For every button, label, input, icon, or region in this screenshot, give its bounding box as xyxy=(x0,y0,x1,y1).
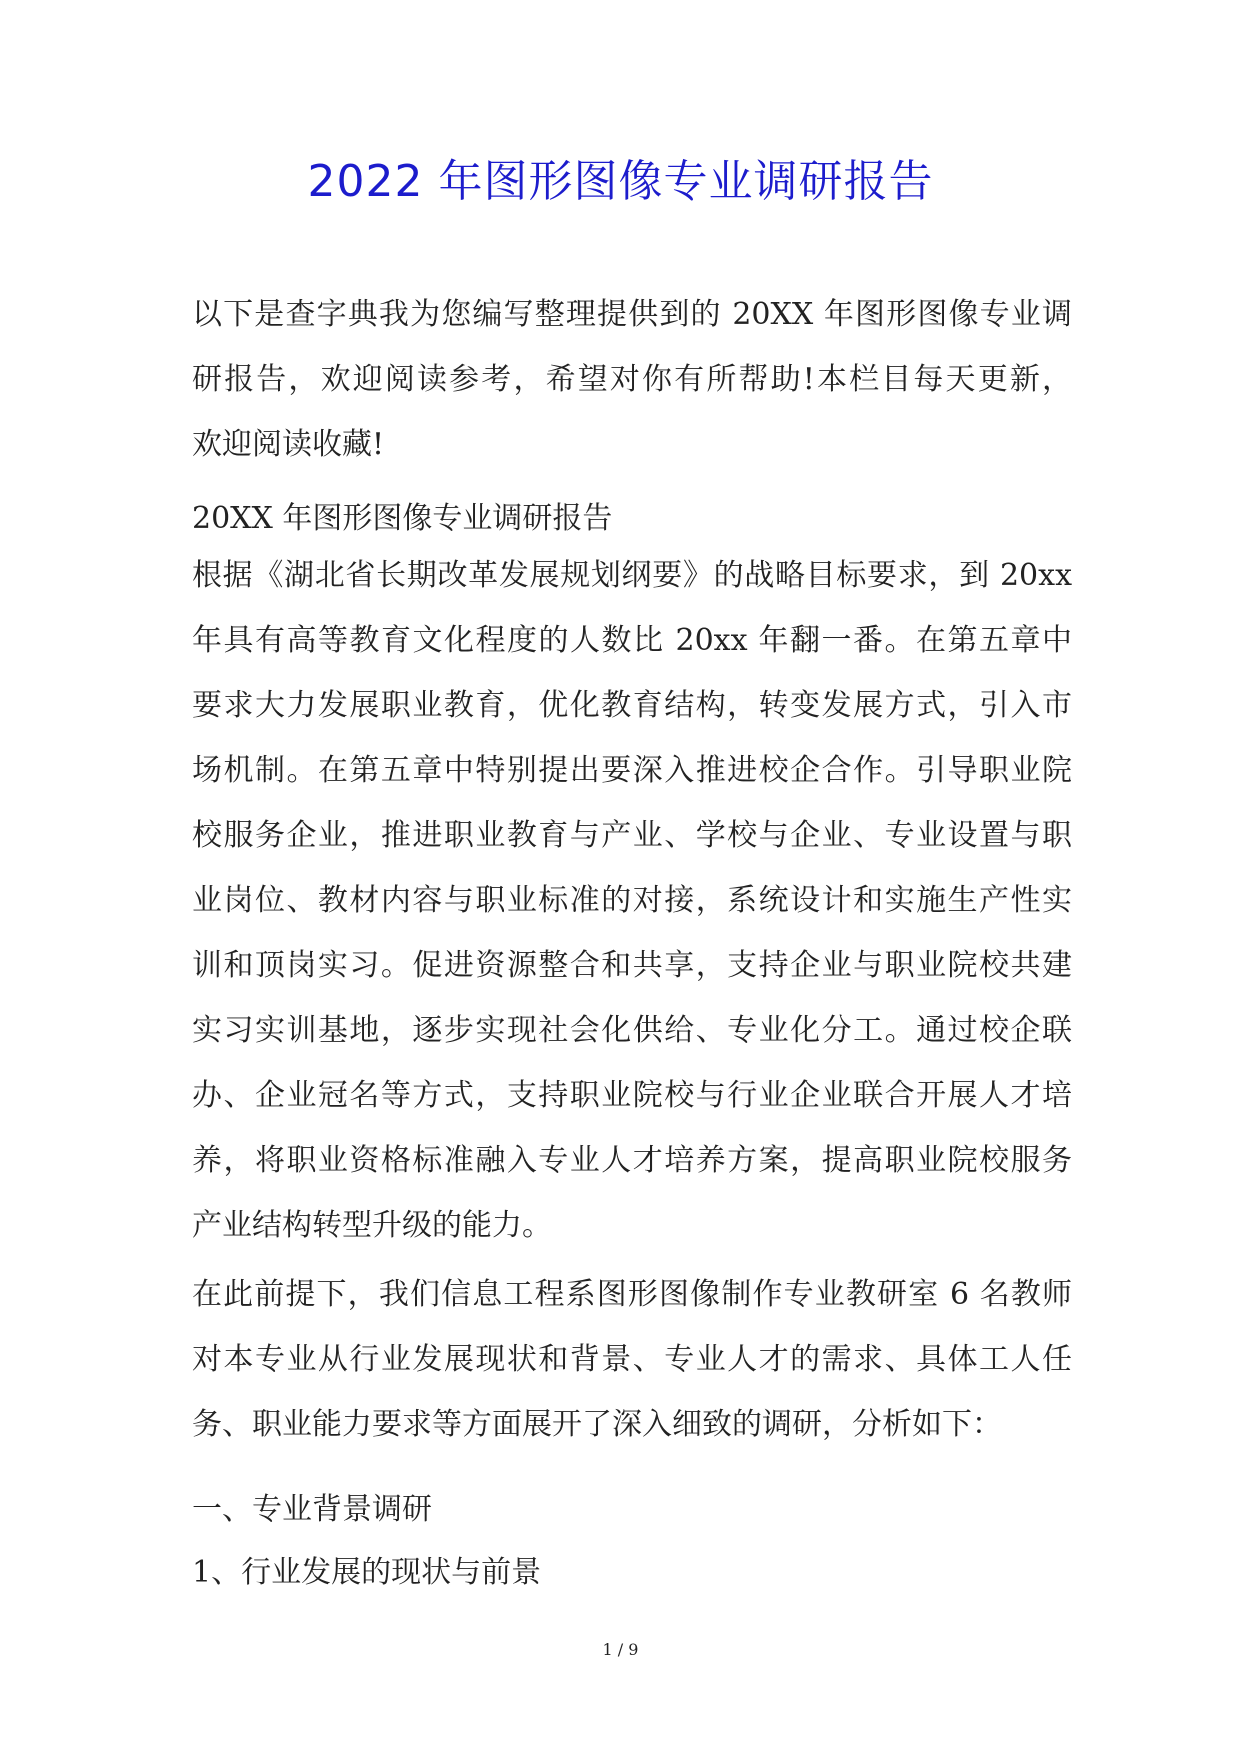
paragraph-line: 对本专业从行业发展现状和背景、专业人才的需求、具体工人任 xyxy=(192,1342,1072,1377)
paragraph-line: 根据《湖北省长期改革发展规划纲要》的战略目标要求，到 20xx xyxy=(192,558,1072,593)
intro-line: 研报告，欢迎阅读参考，希望对你有所帮助!本栏目每天更新， xyxy=(192,362,1072,397)
paragraph-line: 在此前提下，我们信息工程系图形图像制作专业教研室 6 名教师 xyxy=(192,1277,1072,1312)
paragraph-line: 办、企业冠名等方式，支持职业院校与行业企业联合开展人才培 xyxy=(192,1078,1072,1113)
section-heading-text: 一、专业背景调研 xyxy=(192,1492,432,1527)
paragraph-line: 要求大力发展职业教育，优化教育结构，转变发展方式，引入市 xyxy=(192,688,1072,723)
subsection-heading xyxy=(192,1540,1072,1605)
subtitle-text: 20XX 年图形图像专业调研报告 xyxy=(192,501,613,536)
intro-line: 欢迎阅读收藏! xyxy=(192,427,385,462)
paragraph-line: 年具有高等教育文化程度的人数比 20xx 年翻一番。在第五章中 xyxy=(192,623,1072,658)
paragraph-line: 务、职业能力要求等方面展开了深入细致的调研，分析如下： xyxy=(192,1407,1002,1442)
paragraph-line: 场机制。在第五章中特别提出要深入推进校企合作。引导职业院 xyxy=(192,753,1072,788)
subsection-heading-text: 1、行业发展的现状与前景 xyxy=(192,1555,542,1590)
paragraph-line: 实习实训基地，逐步实现社会化供给、专业化分工。通过校企联 xyxy=(192,1013,1072,1048)
report-subtitle xyxy=(192,486,1072,551)
research-paragraph xyxy=(192,1262,1072,1457)
paragraph-line: 训和顶岗实习。促进资源整合和共享，支持企业与职业院校共建 xyxy=(192,948,1072,983)
intro-line: 以下是查字典我为您编写整理提供到的 20XX 年图形图像专业调 xyxy=(192,297,1072,332)
policy-paragraph xyxy=(192,543,1072,1258)
page-number: 1 / 9 xyxy=(602,1640,639,1659)
intro-paragraph xyxy=(192,282,1072,477)
paragraph-line: 养，将职业资格标准融入专业人才培养方案，提高职业院校服务 xyxy=(192,1143,1072,1178)
section-heading xyxy=(192,1477,1072,1542)
document-title: 2022 年图形图像专业调研报告 xyxy=(307,156,934,207)
paragraph-line: 产业结构转型升级的能力。 xyxy=(192,1208,552,1243)
paragraph-line: 业岗位、教材内容与职业标准的对接，系统设计和实施生产性实 xyxy=(192,883,1072,918)
paragraph-line: 校服务企业，推进职业教育与产业、学校与企业、专业设置与职 xyxy=(192,818,1072,853)
